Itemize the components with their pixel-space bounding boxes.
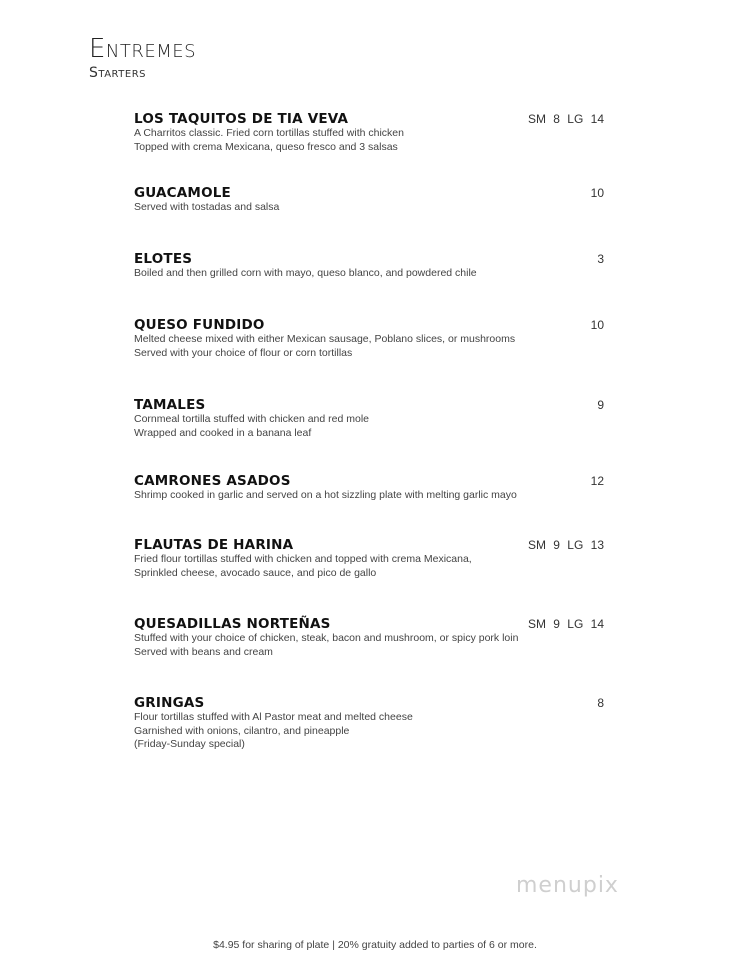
item-description: A Charritos classic. Fried corn tortillas stuffed with chicken Topped with crema Mexicana, queso fresco and 3 salsas bbox=[134, 127, 404, 153]
menu-item bbox=[134, 537, 604, 580]
item-name: GUACAMOLE bbox=[134, 185, 231, 201]
menu-item bbox=[134, 473, 604, 503]
menu-item bbox=[134, 111, 604, 154]
item-description: Cornmeal tortilla stuffed with chicken and red mole Wrapped and cooked in a banana leaf bbox=[134, 413, 370, 439]
item-name: FLAUTAS DE HARINA bbox=[134, 537, 294, 553]
menu-item bbox=[134, 185, 604, 215]
menu-item bbox=[134, 317, 604, 360]
item-price: 12 bbox=[590, 474, 604, 488]
item-name: CAMRONES ASADOS bbox=[134, 473, 291, 489]
menu-item bbox=[134, 616, 604, 659]
menu-item bbox=[134, 695, 604, 752]
item-description: Melted cheese mixed with either Mexican sausage, Poblano slices, or mushrooms Served with your choice of flour or corn tortillas bbox=[134, 333, 516, 359]
item-price: 10 bbox=[590, 318, 604, 332]
item-description: Boiled and then grilled corn with mayo, queso blanco, and powdered chile bbox=[134, 267, 477, 279]
item-description: Fried flour tortillas stuffed with chicken and topped with crema Mexicana, Sprinkled cheese, avocado sauce, and pico de gallo bbox=[134, 553, 472, 579]
section-title: Entremes bbox=[89, 34, 197, 64]
menupix-watermark: menupix bbox=[516, 873, 619, 898]
item-description: Served with tostadas and salsa bbox=[134, 201, 280, 213]
section-subtitle: Starters bbox=[89, 65, 147, 81]
item-name: QUESO FUNDIDO bbox=[134, 317, 265, 333]
menu-section-header bbox=[89, 33, 196, 81]
menu-item bbox=[134, 397, 604, 440]
item-name: QUESADILLAS NORTEÑAS bbox=[134, 616, 331, 632]
item-price: SM 9 LG 14 bbox=[527, 617, 604, 631]
item-price: 3 bbox=[597, 252, 604, 266]
item-price: SM 8 LG 14 bbox=[527, 112, 604, 126]
item-description: Shrimp cooked in garlic and served on a hot sizzling plate with melting garlic mayo bbox=[134, 489, 517, 501]
item-price: SM 9 LG 13 bbox=[527, 538, 604, 552]
item-price: 8 bbox=[597, 696, 604, 710]
menu-item bbox=[134, 251, 604, 281]
item-name: GRINGAS bbox=[134, 695, 205, 711]
item-price: 10 bbox=[590, 186, 604, 200]
item-description: Stuffed with your choice of chicken, steak, bacon and mushroom, or spicy pork loin Served with beans and cream bbox=[134, 632, 519, 658]
item-name: ELOTES bbox=[134, 251, 193, 267]
footer-note: $4.95 for sharing of plate | 20% gratuity added to parties of 6 or more. bbox=[213, 939, 537, 951]
item-name: TAMALES bbox=[134, 397, 206, 413]
item-price: 9 bbox=[597, 398, 604, 412]
item-description: Flour tortillas stuffed with Al Pastor meat and melted cheese Garnished with onions, cilantro, and pineapple (Friday-Sunday special) bbox=[134, 711, 413, 750]
item-name: LOS TAQUITOS DE TIA VEVA bbox=[134, 111, 349, 127]
